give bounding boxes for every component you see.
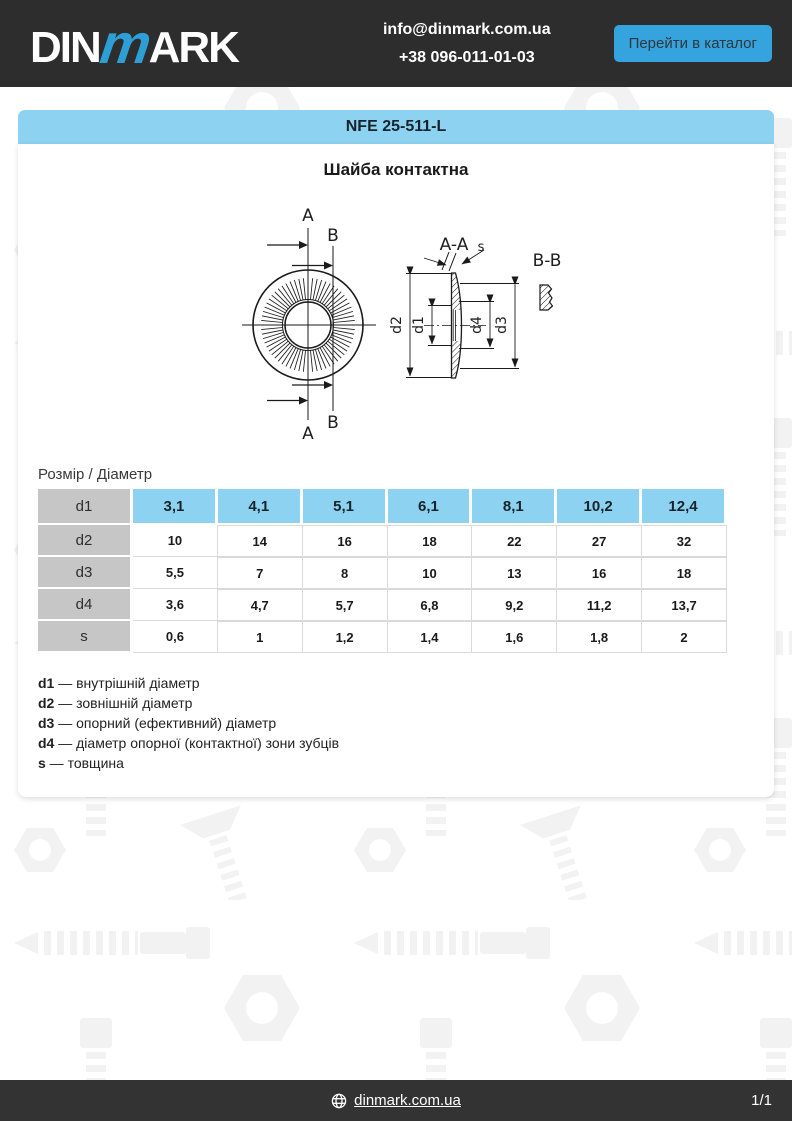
logo-part-m: m (96, 11, 153, 75)
cell-value: 22 (472, 525, 557, 557)
cell-value: 6,1 (388, 489, 473, 525)
cell-value: 18 (642, 557, 727, 589)
dim-d1: d1 (411, 316, 427, 334)
dim-d3: d3 (494, 316, 510, 334)
cell-value: 10 (133, 525, 218, 557)
contact-email[interactable]: info@dinmark.com.ua (382, 21, 551, 39)
contact-block (320, 16, 614, 70)
logo-part-din: DIN (30, 22, 100, 72)
footer (0, 1080, 792, 1121)
cell-value: 32 (642, 525, 727, 557)
cell-value: 3,6 (133, 589, 218, 621)
footer-site-text: dinmark.com.ua (354, 1092, 461, 1109)
dim-d4: d4 (469, 316, 485, 334)
legend (38, 673, 754, 773)
washer-front-view (242, 228, 376, 420)
table-row (38, 525, 727, 557)
label-a-bottom: A (302, 424, 314, 444)
legend-item: d2 — зовнішній діаметр (38, 695, 193, 711)
legend-item: d4 — діаметр опорної (контактної) зони зубців (38, 735, 340, 751)
table-row (38, 589, 727, 621)
section-arrow (299, 397, 308, 405)
cell-value: 1,6 (472, 621, 557, 653)
cell-value: 12,4 (642, 489, 727, 525)
table-row (38, 621, 727, 653)
cell-value: 14 (218, 525, 303, 557)
label-s: s (477, 240, 485, 255)
cell-value: 16 (557, 557, 642, 589)
section-bb-view (540, 285, 553, 310)
label-bb: B-B (532, 251, 562, 271)
table-row (38, 489, 727, 525)
cell-value: 9,2 (472, 589, 557, 621)
dim-d2: d2 (389, 316, 405, 334)
cell-value: 6,8 (388, 589, 473, 621)
content-card (18, 144, 774, 797)
label-a-top: A (302, 206, 314, 226)
dinmark-logo (30, 11, 320, 75)
cell-value: 1 (218, 621, 303, 653)
cell-value: 8,1 (472, 489, 557, 525)
cell-value: 1,8 (557, 621, 642, 653)
cell-value: 16 (303, 525, 388, 557)
cell-value: 18 (388, 525, 473, 557)
cell-value: 11,2 (557, 589, 642, 621)
cell-value: 27 (557, 525, 642, 557)
legend-item: d3 — опорний (ефективний) діаметр (38, 715, 277, 731)
cell-value: 13 (472, 557, 557, 589)
header (0, 0, 792, 87)
section-arrow (324, 262, 333, 270)
cell-value: 0,6 (133, 621, 218, 653)
label-aa: A-A (439, 235, 469, 255)
cell-value: 5,1 (303, 489, 388, 525)
cell-value: 10,2 (557, 489, 642, 525)
size-label: Розмір / Діаметр (38, 466, 153, 483)
logo-part-ark: ARK (148, 22, 238, 72)
label-b-top: B (327, 226, 339, 246)
row-label: d2 (38, 525, 133, 557)
cell-value: 5,7 (303, 589, 388, 621)
table-row (38, 557, 727, 589)
globe-icon (331, 1093, 347, 1109)
row-label: d4 (38, 589, 133, 621)
legend-item: d1 — внутрішній діаметр (38, 675, 200, 691)
cell-value: 5,5 (133, 557, 218, 589)
legend-item: s — товщина (38, 755, 124, 771)
row-label: s (38, 621, 133, 653)
cell-value: 2 (642, 621, 727, 653)
section-arrow (299, 241, 308, 249)
page-number: 1/1 (751, 1092, 772, 1109)
cell-value: 4,7 (218, 589, 303, 621)
row-label: d3 (38, 557, 133, 589)
dimensions-table (38, 489, 727, 653)
cell-value: 8 (303, 557, 388, 589)
catalog-button[interactable]: Перейти в каталог (614, 25, 772, 62)
cell-value: 7 (218, 557, 303, 589)
section-aa-view (406, 250, 519, 379)
standard-banner: NFE 25-511-L (18, 110, 774, 144)
section-arrow (324, 381, 333, 389)
footer-site-link[interactable] (331, 1092, 461, 1109)
cell-value: 4,1 (218, 489, 303, 525)
contact-phone[interactable]: +38 096-011-01-03 (398, 48, 535, 66)
label-b-bottom: B (327, 413, 339, 433)
cell-value: 10 (388, 557, 473, 589)
cell-value: 1,2 (303, 621, 388, 653)
cell-value: 3,1 (133, 489, 218, 525)
row-label: d1 (38, 489, 133, 525)
cell-value: 1,4 (388, 621, 473, 653)
page-title: Шайба контактна (323, 160, 469, 179)
cell-value: 13,7 (642, 589, 727, 621)
technical-drawing (230, 188, 590, 458)
